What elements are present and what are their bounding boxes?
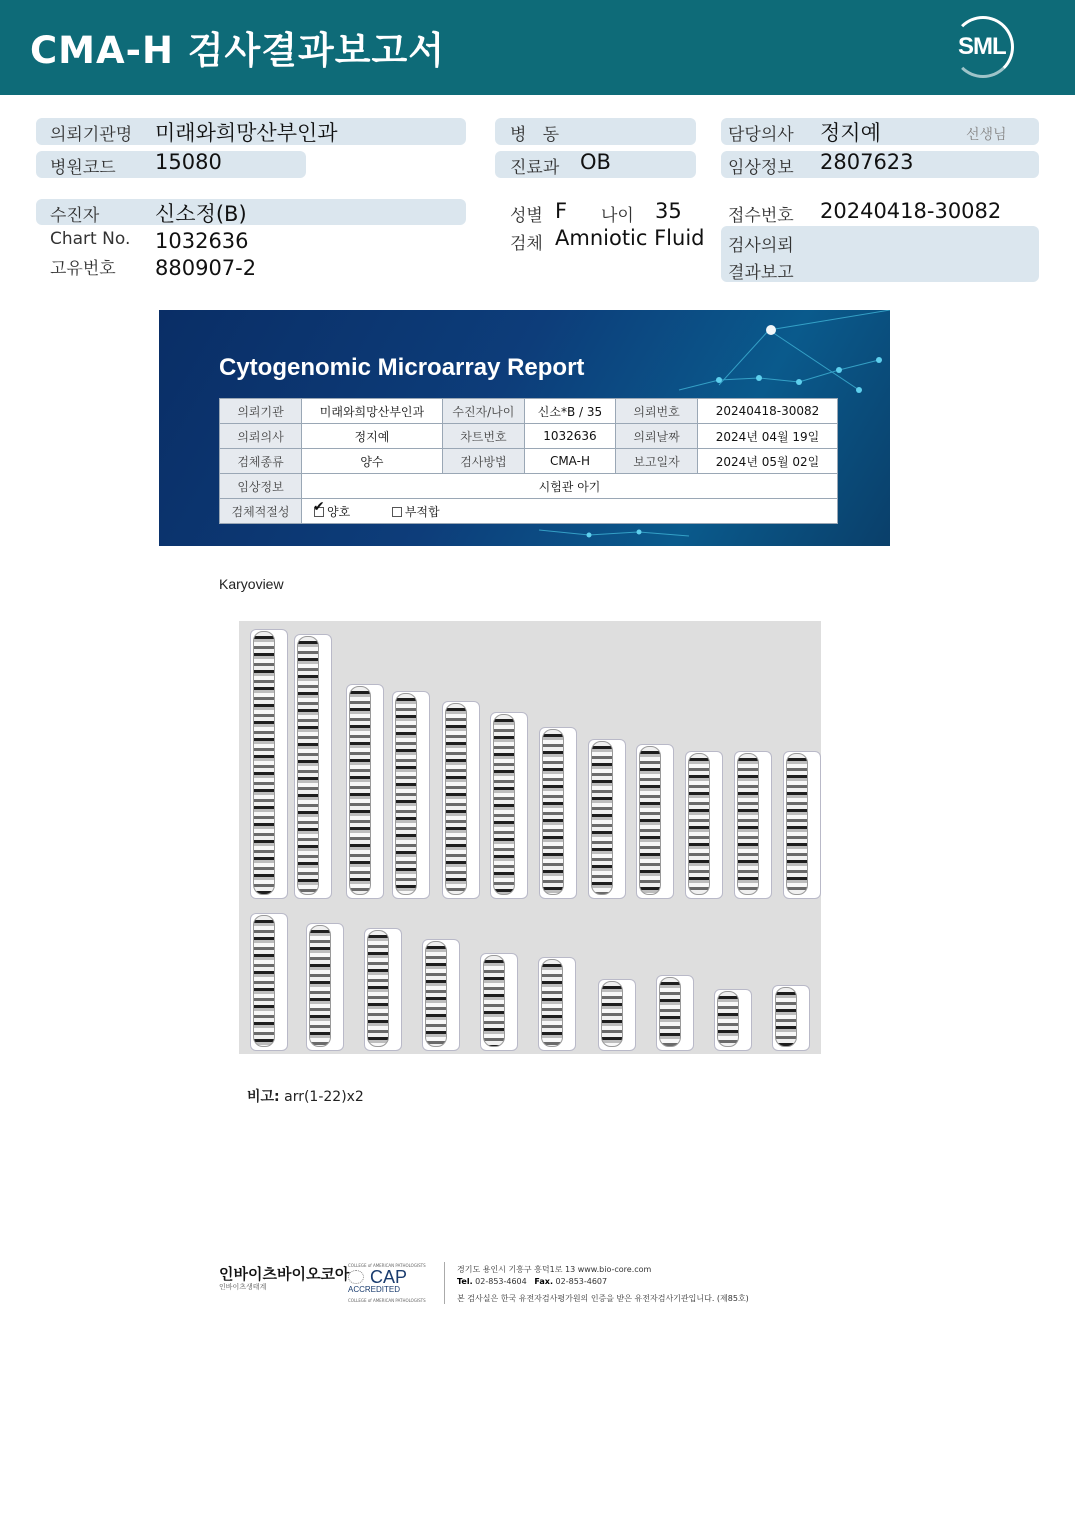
- chromosome: [541, 959, 563, 1047]
- chromosome: [601, 981, 623, 1047]
- chromosome: [367, 930, 389, 1047]
- chromosome: [425, 941, 447, 1047]
- report-cell: 보고일자: [616, 449, 698, 474]
- page-title: CMA-H 검사결과보고서: [30, 29, 446, 72]
- footer-contact: [457, 1277, 607, 1286]
- cap-text: CAP: [370, 1267, 408, 1287]
- footer-notice: 본 검사실은 한국 유전자검사평가원의 인증을 받은 유전자검사기관입니다. (제85호): [457, 1294, 749, 1303]
- remark: [247, 1086, 364, 1106]
- unique-label: 고유번호: [50, 259, 116, 279]
- patient-value: 신소정(B): [155, 202, 247, 226]
- page-header: [0, 0, 1075, 95]
- chromosome: [395, 693, 417, 895]
- report-cell: 2024년 05월 02일: [698, 449, 838, 474]
- report-cell: CMA-H: [524, 449, 615, 474]
- report-title: Cytogenomic Microarray Report: [219, 354, 585, 381]
- report-row: [220, 499, 838, 524]
- report-cell: 미래와희망산부인과: [302, 399, 443, 424]
- chromosome: [253, 631, 275, 895]
- report-cell: 2024년 04월 19일: [698, 424, 838, 449]
- chromosome: [775, 987, 797, 1047]
- tel-value: 02-853-4604: [475, 1277, 527, 1286]
- logo-text: SML: [958, 33, 1006, 60]
- receipt-label: 접수번호: [728, 206, 794, 226]
- doctor-suffix: 선생님: [966, 127, 1007, 143]
- sml-logo: [952, 16, 1016, 78]
- dept-value: OB: [580, 150, 611, 174]
- karyoview-label: Karyoview: [219, 576, 284, 592]
- report-cell: 차트번호: [442, 424, 524, 449]
- report-cell: 20240418-30082: [698, 399, 838, 424]
- remark-value: arr(1-22)x2: [284, 1089, 364, 1105]
- report-cell: 정지예: [302, 424, 443, 449]
- report-row: [220, 399, 838, 424]
- report-cell: 의뢰기관: [220, 399, 302, 424]
- adequacy-good: 양호: [327, 504, 351, 519]
- institution-label: 의뢰기관명: [50, 125, 133, 145]
- tel-label: Tel.: [457, 1277, 473, 1286]
- doctor-value: 정지예: [820, 121, 881, 145]
- report-cell: 검사방법: [442, 449, 524, 474]
- chart-value: 1032636: [155, 229, 249, 253]
- doctor-label: 담당의사: [728, 125, 794, 145]
- unchecked-box-icon: [392, 507, 402, 517]
- clinical-value: 2807623: [820, 150, 914, 174]
- institution-value: 미래와희망산부인과: [155, 121, 338, 145]
- report-cell: 1032636: [524, 424, 615, 449]
- report-clinical-label: 임상정보: [220, 474, 302, 499]
- receipt-value: 20240418-30082: [820, 199, 1002, 223]
- clinical-label: 임상정보: [728, 158, 794, 178]
- chromosome: [253, 915, 275, 1047]
- chromosome: [483, 955, 505, 1047]
- report-clinical-value: 시험관 아기: [302, 474, 838, 499]
- age-value: 35: [655, 199, 682, 223]
- cap-top-text: COLLEGE of AMERICAN PATHOLOGISTS: [348, 1263, 426, 1268]
- fax-value: 02-853-4607: [555, 1277, 608, 1286]
- sex-label: 성별: [510, 206, 543, 226]
- remark-label: 비고:: [247, 1089, 280, 1105]
- footer-brand: 인바이츠바이오코아: [219, 1265, 350, 1283]
- chromosome: [542, 729, 564, 895]
- cap-logo: [348, 1263, 428, 1303]
- report-adequacy-options: [302, 499, 838, 524]
- chromosome: [349, 686, 371, 895]
- checked-box-icon: [314, 507, 324, 517]
- footer-divider: [444, 1262, 445, 1304]
- cap-seal-icon: [348, 1270, 364, 1284]
- hospital-code-value: 15080: [155, 150, 222, 174]
- report-label: 결과보고: [728, 263, 794, 283]
- fax-label: Fax.: [534, 1277, 553, 1286]
- chromosome: [786, 753, 808, 895]
- chromosome: [688, 753, 710, 895]
- chromosome: [659, 977, 681, 1047]
- patient-label: 수진자: [50, 206, 100, 226]
- chromosome: [591, 741, 613, 895]
- cap-bottom-text: COLLEGE of AMERICAN PATHOLOGISTS: [348, 1298, 426, 1303]
- report-table: [219, 398, 838, 524]
- report-cell: 의뢰번호: [616, 399, 698, 424]
- specimen-label: 검체: [510, 234, 543, 254]
- report-cell: 검체종류: [220, 449, 302, 474]
- ward-label: 병 동: [510, 125, 560, 145]
- patient-row: [36, 199, 466, 225]
- footer-address: 경기도 용인시 기흥구 흥덕1로 13 www.bio-core.com: [457, 1265, 652, 1274]
- hospital-code-label: 병원코드: [50, 158, 116, 178]
- specimen-value: Amniotic Fluid: [555, 226, 705, 250]
- chromosome: [297, 636, 319, 895]
- adequacy-bad: 부적합: [404, 504, 440, 519]
- chromosome: [717, 991, 739, 1047]
- report-cell: 의뢰날짜: [616, 424, 698, 449]
- report-cell: 의뢰의사: [220, 424, 302, 449]
- dept-label: 진료과: [510, 158, 560, 178]
- report-row: [220, 424, 838, 449]
- report-cell: 신소*B / 35: [524, 399, 615, 424]
- chromosome: [445, 703, 467, 895]
- footer-brand-sub: 인바이츠생태계: [219, 1283, 267, 1291]
- report-row: [220, 449, 838, 474]
- report-banner: [159, 310, 890, 546]
- report-row: [220, 474, 838, 499]
- unique-value: 880907-2: [155, 256, 257, 280]
- report-cell: 양수: [302, 449, 443, 474]
- karyoview-image: [239, 621, 821, 1054]
- sex-value: F: [555, 199, 568, 223]
- chromosome: [493, 714, 515, 895]
- chromosome: [309, 925, 331, 1047]
- chromosome: [639, 746, 661, 895]
- age-label: 나이: [601, 206, 634, 226]
- report-adequacy-label: 검체적절성: [220, 499, 302, 524]
- request-label: 검사의뢰: [728, 236, 794, 256]
- cap-accredited: ACCREDITED: [348, 1285, 401, 1294]
- chromosome: [737, 753, 759, 895]
- report-cell: 수진자/나이: [442, 399, 524, 424]
- chart-label: Chart No.: [50, 229, 131, 249]
